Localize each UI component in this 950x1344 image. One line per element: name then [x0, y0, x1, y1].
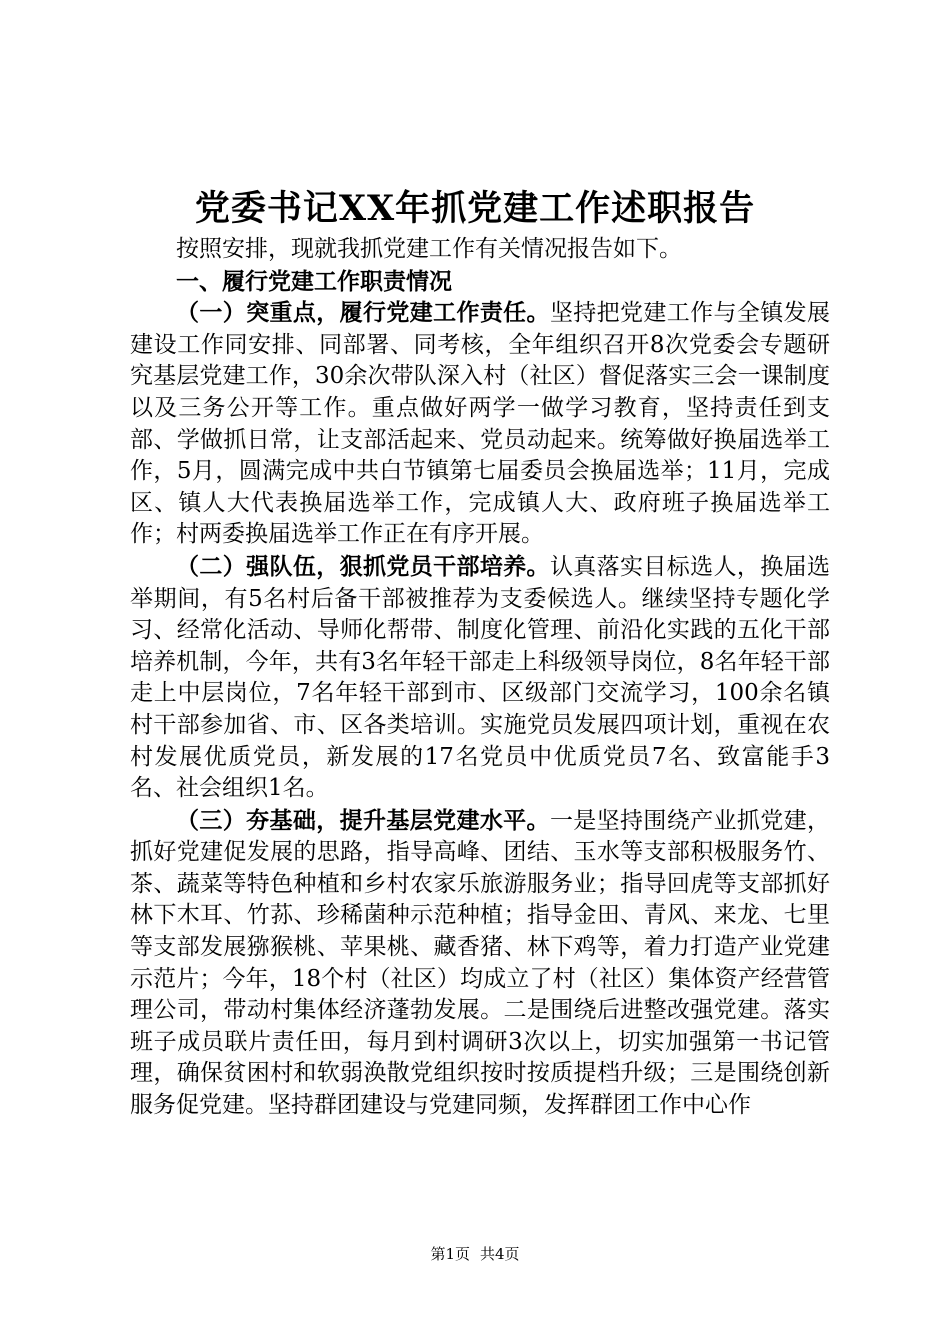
paragraph-lead: （一）突重点，履行党建工作责任。: [176, 299, 550, 327]
page-total: 共4页: [480, 1245, 520, 1263]
body-paragraph-2: [130, 551, 830, 805]
paragraph-lead: （二）强队伍，狠抓党员干部培养。: [176, 552, 550, 580]
paragraph-text: 认真落实目标选人，换届选举期间，有5名村后备干部被推荐为支委候选人。继续坚持专题化学习、经常化活动、导师化帮带、制度化管理、前沿化实践的五化干部培养机制，今年，共有3名年轻干部走上科级领导岗位，8名年轻干部走上中层岗位，7名年轻干部到市、区级部门交流学习，100余名镇村干部参加省、市、区各类培训。实施党员发展四项计划，重视在农村发展优质党员，新发展的17名党员中优质党员7名、致富能手3名、社会组织1名。: [130, 553, 831, 802]
paragraph-text: 坚持把党建工作与全镇发展建设工作同安排、同部署、同考核，全年组织召开8次党委会专题研究基层党建工作，30余次带队深入村（社区）督促落实三会一课制度以及三务公开等工作。重点做好两学一做学习教育，坚持责任到支部、学做抓日常，让支部活起来、党员动起来。统筹做好换届选举工作，5月，圆满完成中共白节镇第七届委员会换届选举；11月，完成区、镇人大代表换届选举工作，完成镇人大、政府班子换届选举工作；村两委换届选举工作正在有序开展。: [130, 300, 831, 548]
paragraph-lead: （三）夯基础，提升基层党建水平。: [176, 806, 550, 834]
document-title: 党委书记XX年抓党建工作述职报告: [194, 188, 756, 229]
intro-paragraph: 按照安排，现就我抓党建工作有关情况报告如下。: [176, 236, 682, 262]
document-body: [130, 234, 830, 1122]
body-paragraph-1: [130, 297, 830, 551]
page-number: 第1页: [430, 1245, 470, 1263]
body-paragraph-3: [130, 805, 830, 1122]
page-footer: [0, 1244, 950, 1264]
paragraph-text: 一是坚持围绕产业抓党建，抓好党建促发展的思路，指导高峰、团结、玉水等支部积极服务竹、茶、蔬菜等特色种植和乡村农家乐旅游服务业；指导回虎等支部抓好林下木耳、竹荪、珍稀菌种示范种植；指导金田、青风、来龙、七里等支部发展猕猴桃、苹果桃、藏香猪、林下鸡等，着力打造产业党建示范片；今年，18个村（社区）均成立了村（社区）集体资产经营管理公司，带动村集体经济蓬勃发展。二是围绕后进整改强党建。落实班子成员联片责任田，每月到村调研3次以上，切实加强第一书记管理，确保贫困村和软弱涣散党组织按时按质提档升级；三是围绕创新服务促党建。坚持群团建设与党建同频，发挥群团工作中心作: [130, 807, 831, 1119]
section-heading: 一、履行党建工作职责情况: [176, 267, 452, 295]
